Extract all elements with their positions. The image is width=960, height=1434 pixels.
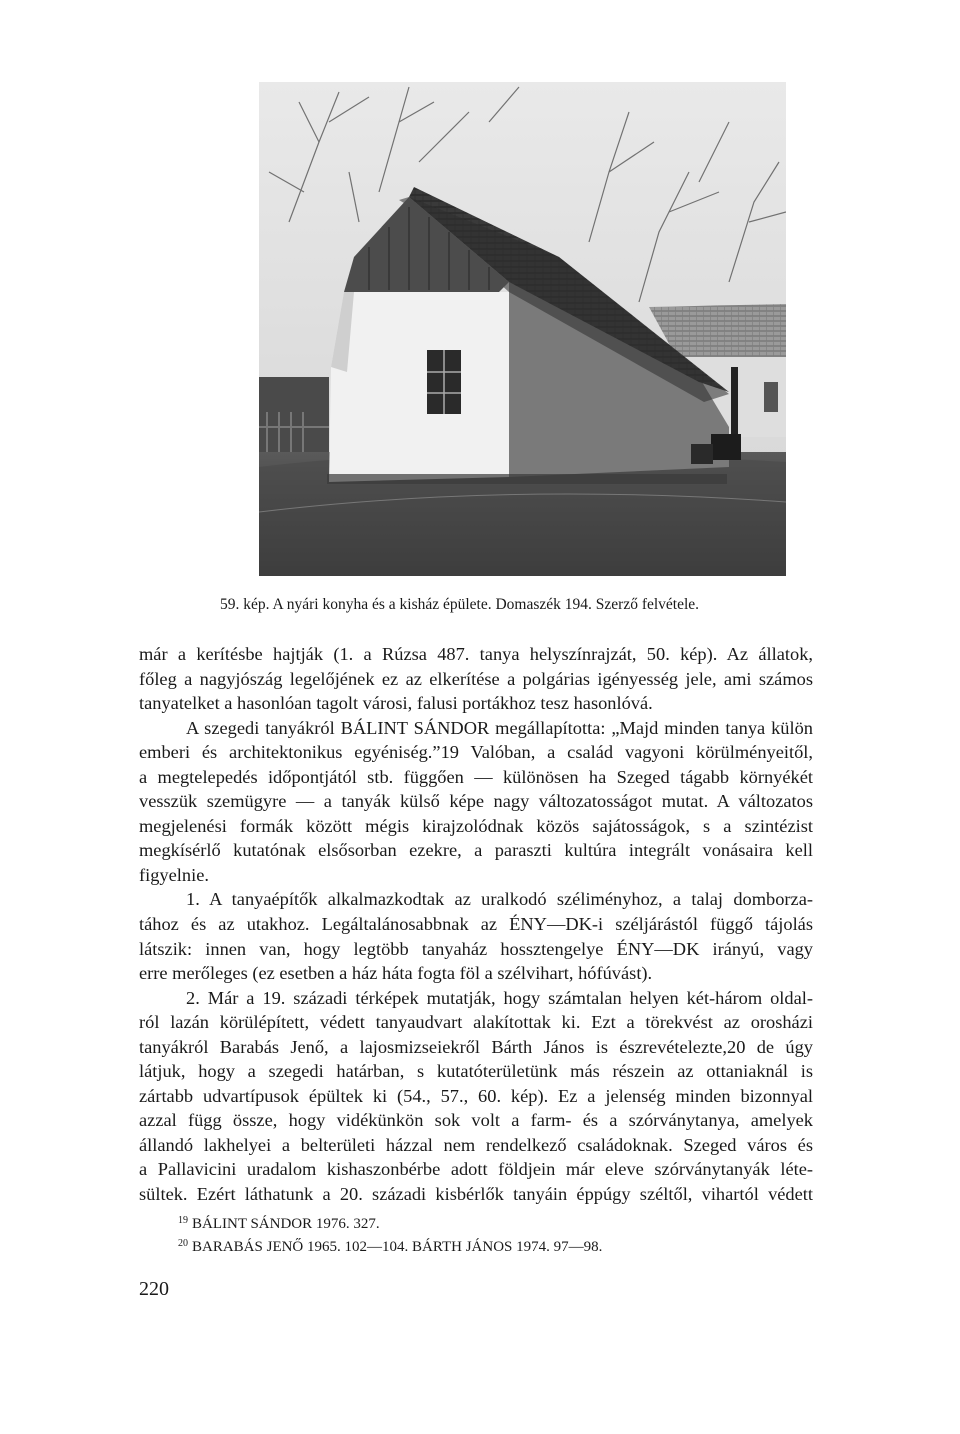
body-text	[139, 642, 813, 1207]
text-line: figyelnie.	[139, 864, 209, 885]
footnotes	[178, 1211, 778, 1257]
paragraph-4	[139, 986, 813, 1207]
footnote-19	[178, 1211, 778, 1234]
paragraph-1	[139, 642, 813, 716]
paragraph-3	[139, 887, 813, 985]
text-line: tához és az utakhoz. Legáltalánosabbnak az ÉNY—DK-i széljárástól függő tájolás	[139, 914, 813, 935]
text-line: azzal függ össze, hogy vidékünkön sok volt a farm- és a szórványtanya, amelyek	[139, 1110, 813, 1131]
text-line: A szegedi tanyákról BÁLINT SÁNDOR megállapította: „Majd minden tanya külön	[186, 717, 813, 738]
text-line: erre merőleges (ez esetben a ház háta fogta föl a szélvihart, hófúvást).	[139, 963, 653, 984]
footnote-text: BÁLINT SÁNDOR 1976. 327.	[192, 1216, 380, 1232]
paragraph-2	[139, 716, 813, 888]
photograph-summer-kitchen	[259, 82, 786, 576]
text-line: 2. Már a 19. századi térképek mutatják, hogy számtalan helyen két-három oldal-	[186, 987, 813, 1008]
text-line: tanyákról Barabás Jenő, a lajosmizseiekről Bárth János is észrevételezte,20 de úgy	[139, 1036, 813, 1057]
text-line: sültek. Ezért láthatunk a 20. századi kisbérlők tanyáin éppúgy széltől, vihartól védett	[139, 1184, 813, 1205]
footnote-number: 20	[178, 1238, 188, 1249]
text-line: tanyatelket a hasonlóan tagolt városi, falusi portákhoz tesz hasonlóvá.	[139, 693, 653, 714]
text-line: emberi és architektonikus egyéniség.”19 Valóban, a család vagyoni körülményeitől,	[139, 742, 813, 763]
footnote-number: 19	[178, 1215, 188, 1226]
text-line: vesszük szemügyre — a tanyák külső képe nagy változatosságot mutat. A változatos	[139, 791, 813, 812]
text-line: látjuk, hogy a szegedi határban, s kutatóterületünk más részein az ottaniaknál is	[139, 1061, 813, 1082]
text-line: ról lazán körülépített, védett tanyaudvart alakítottak ki. Ezt a törekvést az orosházi	[139, 1012, 813, 1033]
text-line: zártabb udvartípusok épültek ki (54., 57., 60. kép). Ez a jelenség minden bizonnyal	[139, 1085, 813, 1106]
text-line: állandó lakhelyei a belterületi házzal nem rendelkező családoknak. Szeged város és	[139, 1134, 813, 1155]
text-line: megkísérlő kutatónak elsősorban ezekre, a paraszti kultúra integrált vonásaira kell	[139, 840, 813, 861]
text-line: a Pallavicini uradalom kishaszonbérbe adott földjein már eleve szórványtanyák léte-	[139, 1159, 813, 1180]
text-line: megjelenési formák között mégis kirajzolódnak közös sajátosságok, s a szintézist	[139, 815, 813, 836]
text-line: 1. A tanyaépítők alkalmazkodtak az uralkodó széliményhoz, a talaj domborza-	[186, 889, 813, 910]
figure-caption: 59. kép. A nyári konyha és a kisház épülete. Domaszék 194. Szerző felvétele.	[220, 596, 700, 613]
text-line: már a kerítésbe hajtják (1. a Rúzsa 487. tanya helyszínrajzát, 50. kép). Az állatok,	[139, 644, 813, 664]
text-line: a megtelepedés időpontjától stb. függően — különösen ha Szeged tágabb környékét	[139, 766, 813, 787]
page-number: 220	[139, 1278, 169, 1300]
text-line: főleg a nagyjószág legelőjének ez az elkerítése a polgárias igényesség jele, ami számos	[139, 668, 813, 689]
text-line: látszik: innen van, hogy legtöbb tanyaház hossztengelye ÉNY—DK irányú, vagy	[139, 938, 813, 959]
footnote-text: BARABÁS JENŐ 1965. 102—104. BÁRTH JÁNOS 1974. 97—98.	[192, 1239, 603, 1255]
footnote-20	[178, 1234, 778, 1257]
